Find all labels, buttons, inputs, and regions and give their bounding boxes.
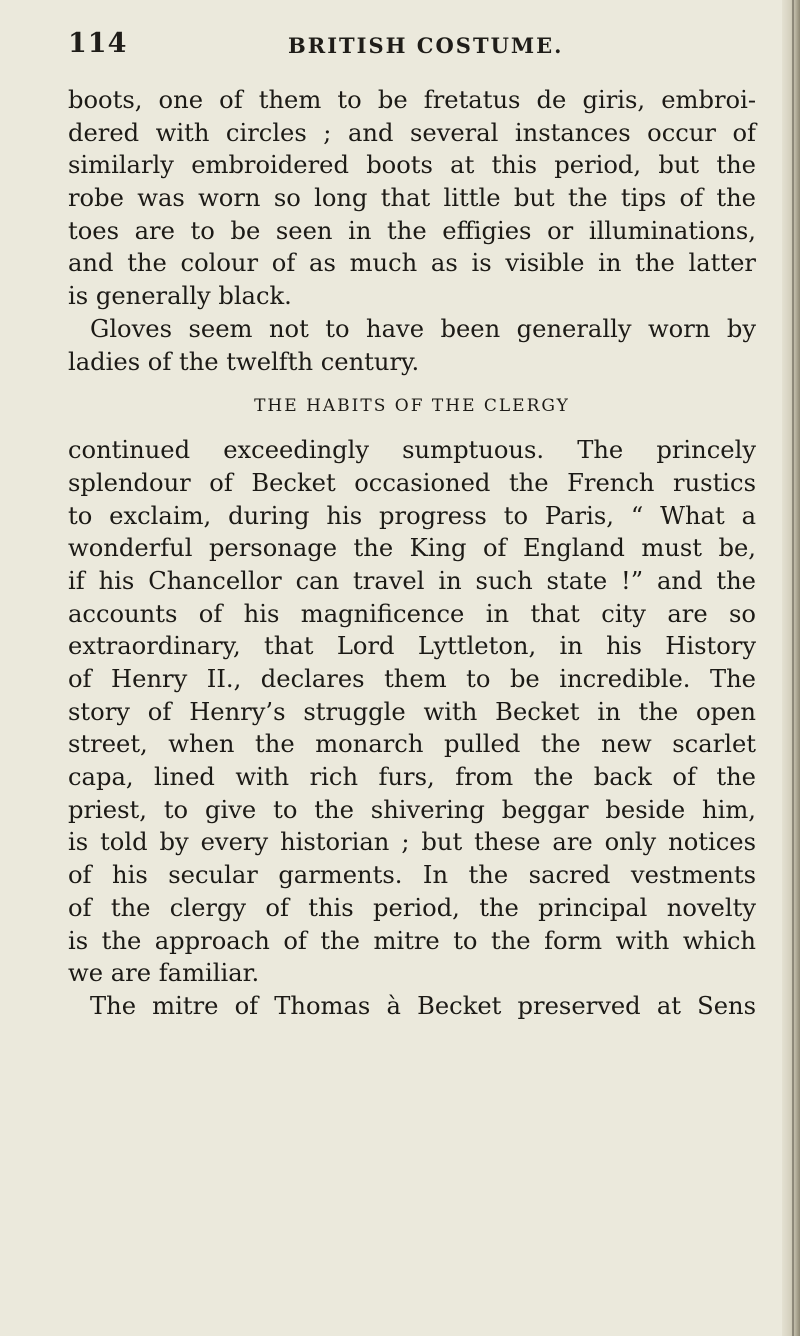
text-line: extraordinary, that Lord Lyttleton, in his History xyxy=(68,632,756,661)
text-line: is told by every historian ; but these are only notices xyxy=(68,828,756,857)
text-line: accounts of his magnificence in that city are so xyxy=(68,599,756,628)
text-line: similarly embroidered boots at this period, but the xyxy=(68,151,756,180)
running-head: BRITISH COSTUME. xyxy=(288,33,564,58)
text-line: and the colour of as much as is visible in the latter xyxy=(68,249,756,278)
page-header xyxy=(68,28,748,62)
text-line: is generally black. xyxy=(68,282,292,311)
text-line: The mitre of Thomas à Becket preserved at Sens xyxy=(90,991,756,1020)
paragraph xyxy=(68,434,756,990)
text-line: Gloves seem not to have been generally worn by xyxy=(90,314,756,343)
text-line: we are familiar. xyxy=(68,959,260,988)
text-line: of his secular garments. In the sacred vestments xyxy=(68,861,756,890)
text-line: continued exceedingly sumptuous. The princely xyxy=(68,436,756,465)
text-line: ladies of the twelfth century. xyxy=(68,347,420,376)
text-line: dered with circles ; and several instances occur of xyxy=(68,118,756,147)
section-heading: THE HABITS OF THE CLERGY xyxy=(254,396,570,417)
text-line: to exclaim, during his progress to Paris, “ What a xyxy=(68,501,756,530)
page-edge-shadow xyxy=(782,0,800,1336)
page-number: 114 xyxy=(68,28,128,59)
text-line: is the approach of the mitre to the form with which xyxy=(68,926,756,955)
text-line: if his Chancellor can travel in such state !” and the xyxy=(68,566,756,595)
text-line: street, when the monarch pulled the new scarlet xyxy=(68,730,756,759)
text-line: of the clergy of this period, the principal novelty xyxy=(68,893,756,922)
body-text xyxy=(68,84,756,1023)
text-line: boots, one of them to be fretatus de giris, embroi- xyxy=(68,86,756,114)
paragraph xyxy=(68,990,756,1023)
text-line: wonderful personage the King of England must be, xyxy=(68,534,756,563)
text-line: splendour of Becket occasioned the French rustics xyxy=(68,468,756,497)
page-binding-edge xyxy=(792,0,794,1336)
paragraph xyxy=(68,84,756,313)
text-line: capa, lined with rich furs, from the back of the xyxy=(68,763,756,792)
text-line: robe was worn so long that little but the tips of the xyxy=(68,184,756,213)
paragraph xyxy=(68,313,756,378)
text-line: story of Henry’s struggle with Becket in the open xyxy=(68,697,756,726)
text-line: priest, to give to the shivering beggar beside him, xyxy=(68,795,756,824)
text-line: of Henry II., declares them to be incredible. The xyxy=(68,665,756,693)
text-line: toes are to be seen in the effigies or illuminations, xyxy=(68,216,756,245)
